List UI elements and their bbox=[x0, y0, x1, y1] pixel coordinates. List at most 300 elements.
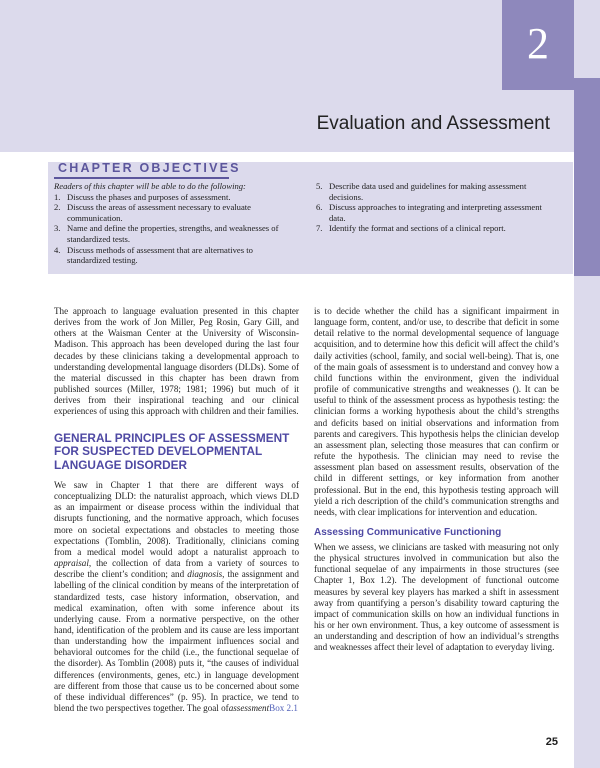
word: cause bbox=[211, 624, 232, 635]
word: been bbox=[229, 372, 247, 383]
word bbox=[218, 480, 226, 490]
objective-text: Discuss approaches to integrating and interpreting assessment data. bbox=[329, 202, 542, 223]
word: communication bbox=[352, 608, 409, 619]
word: key bbox=[450, 620, 464, 631]
word: plan, bbox=[369, 439, 388, 450]
word bbox=[66, 480, 74, 490]
word: and bbox=[285, 569, 299, 580]
word: and bbox=[545, 495, 559, 506]
word: more bbox=[54, 524, 73, 535]
word: the bbox=[547, 597, 560, 608]
word: a bbox=[208, 558, 213, 569]
word: saw bbox=[73, 479, 88, 490]
word: observations bbox=[426, 417, 473, 428]
word: and bbox=[380, 631, 394, 642]
word: the bbox=[547, 395, 560, 406]
text-run bbox=[314, 384, 559, 517]
word: and bbox=[285, 317, 299, 328]
word: approach bbox=[111, 339, 145, 350]
word: disrupts bbox=[54, 513, 83, 524]
word: than bbox=[54, 636, 70, 647]
word: published bbox=[54, 384, 90, 395]
word: tend bbox=[272, 691, 288, 702]
word: how bbox=[445, 608, 462, 619]
word: examination, bbox=[90, 602, 138, 613]
word: a bbox=[453, 306, 458, 316]
word: approach bbox=[254, 350, 288, 361]
word: the bbox=[139, 491, 151, 502]
word: functions bbox=[515, 608, 550, 619]
word: its bbox=[199, 624, 209, 635]
word: to bbox=[291, 546, 299, 557]
word bbox=[187, 603, 194, 613]
word: skills bbox=[411, 608, 431, 619]
word: presented bbox=[202, 306, 238, 316]
word: are bbox=[429, 541, 441, 552]
word: condition; bbox=[131, 569, 168, 580]
word: From bbox=[125, 613, 146, 624]
word: how bbox=[450, 631, 466, 642]
word: one bbox=[545, 350, 559, 361]
word: professional. bbox=[314, 484, 361, 495]
word: given bbox=[478, 372, 499, 383]
word: process bbox=[436, 395, 465, 406]
word: clinician bbox=[425, 451, 457, 462]
word: clinicians bbox=[122, 350, 158, 361]
word: child bbox=[314, 473, 333, 484]
word: rich bbox=[341, 495, 356, 506]
word: of bbox=[314, 361, 322, 372]
word: understand bbox=[450, 361, 491, 372]
word: we bbox=[257, 691, 268, 702]
word: within bbox=[200, 502, 224, 513]
text-run bbox=[54, 569, 299, 713]
word: has bbox=[211, 372, 224, 383]
word: those bbox=[481, 564, 501, 575]
word: for bbox=[424, 506, 436, 517]
word: development bbox=[252, 669, 300, 680]
word: is bbox=[552, 620, 559, 631]
word: the bbox=[105, 317, 117, 328]
word: to bbox=[445, 317, 454, 328]
word: this bbox=[254, 306, 268, 316]
word: different bbox=[351, 473, 383, 484]
word: naturalist bbox=[213, 546, 248, 557]
word: ( bbox=[512, 384, 516, 395]
word: a bbox=[443, 620, 448, 631]
word: Wisconsin-Madison. bbox=[54, 328, 299, 350]
word: clinician bbox=[496, 428, 528, 439]
word: assessment bbox=[393, 395, 435, 406]
word: useful bbox=[314, 395, 337, 406]
term-appraisal: appraisal bbox=[54, 558, 89, 569]
word: coming bbox=[271, 535, 299, 546]
word: by bbox=[178, 580, 188, 591]
word: approach, bbox=[206, 513, 243, 524]
word: (i.e., bbox=[183, 647, 200, 658]
subsection-paragraph bbox=[314, 542, 559, 654]
word: and bbox=[285, 636, 299, 647]
word: puts bbox=[178, 658, 195, 669]
word: the bbox=[264, 613, 276, 624]
word: intervention bbox=[437, 506, 482, 517]
word: daily bbox=[314, 350, 333, 361]
word: adaptation bbox=[445, 642, 484, 653]
word: needs, bbox=[314, 506, 337, 517]
word: measures bbox=[449, 439, 484, 450]
word: Jon bbox=[154, 317, 167, 328]
word: in bbox=[380, 484, 388, 495]
word: and bbox=[314, 417, 328, 428]
word: the bbox=[151, 513, 163, 524]
word: genes, bbox=[157, 669, 181, 680]
word: the bbox=[152, 636, 164, 647]
word: in bbox=[469, 564, 477, 575]
word: language bbox=[526, 328, 559, 339]
word: approach, bbox=[191, 491, 227, 502]
word: The bbox=[54, 306, 69, 316]
word: can bbox=[534, 384, 547, 395]
word: the bbox=[390, 484, 402, 495]
word: As bbox=[105, 658, 116, 669]
word: a bbox=[554, 361, 559, 372]
objectives-right-column bbox=[316, 181, 548, 234]
word: a bbox=[203, 546, 208, 557]
word: language bbox=[215, 669, 248, 680]
word: key bbox=[391, 586, 405, 597]
word: relative bbox=[337, 328, 365, 339]
word: information bbox=[458, 473, 502, 484]
word: outcome bbox=[527, 575, 559, 586]
word: the bbox=[483, 406, 495, 417]
word: problem bbox=[151, 624, 182, 635]
word: based bbox=[377, 462, 399, 473]
word: clear bbox=[357, 506, 376, 517]
word: expectations bbox=[125, 524, 171, 535]
word: of bbox=[291, 647, 300, 658]
word: hypothesis bbox=[439, 484, 478, 495]
word: Center bbox=[146, 328, 171, 339]
word: end, bbox=[404, 484, 420, 495]
word: about bbox=[262, 602, 283, 613]
word: the bbox=[147, 647, 159, 658]
chapter-number: 2 bbox=[527, 19, 549, 68]
word: in bbox=[551, 306, 559, 316]
word: concerned bbox=[216, 680, 254, 691]
word bbox=[106, 395, 114, 405]
word: which bbox=[245, 513, 269, 524]
word: When bbox=[314, 541, 336, 552]
word: child’s bbox=[498, 406, 523, 417]
word: teaching bbox=[192, 395, 223, 406]
word bbox=[184, 395, 192, 405]
word: practice, bbox=[222, 691, 254, 702]
word: the bbox=[410, 495, 423, 506]
word: the bbox=[96, 558, 108, 569]
word: weaknesses bbox=[466, 384, 509, 395]
word: has bbox=[437, 586, 450, 597]
word: which bbox=[230, 491, 253, 502]
word bbox=[103, 480, 111, 490]
word: how bbox=[131, 636, 148, 647]
word: in bbox=[242, 306, 250, 316]
word: to bbox=[440, 361, 448, 372]
objective-text: Discuss methods of assessment that are alternatives to standardized testing. bbox=[67, 244, 253, 266]
word: how bbox=[536, 361, 553, 372]
word: description bbox=[396, 631, 437, 642]
word: and bbox=[314, 642, 328, 653]
word bbox=[138, 603, 145, 613]
word: an bbox=[314, 439, 323, 450]
word: 1981; bbox=[186, 384, 207, 395]
word: the bbox=[407, 372, 419, 383]
word: of bbox=[379, 361, 388, 372]
word: assignment bbox=[241, 569, 283, 580]
word: causes bbox=[225, 658, 249, 669]
word: and bbox=[476, 417, 490, 428]
word: selecting bbox=[390, 439, 424, 450]
word: We bbox=[54, 479, 66, 490]
word: these bbox=[65, 691, 85, 702]
word: the bbox=[547, 553, 559, 564]
word: the bbox=[227, 569, 239, 580]
word: of bbox=[251, 658, 260, 669]
word: normal bbox=[392, 328, 419, 339]
word: a bbox=[334, 495, 339, 506]
word bbox=[131, 395, 139, 405]
word: and bbox=[171, 569, 185, 580]
body-column-left bbox=[54, 306, 299, 714]
objective-number: 5. bbox=[316, 181, 323, 191]
word: , bbox=[222, 569, 225, 580]
word: child’s bbox=[424, 495, 449, 506]
word: communicative bbox=[353, 384, 410, 395]
objective-text: Name and define the properties, strengths, and weaknesses of standardized tests. bbox=[67, 223, 279, 244]
word: from bbox=[54, 546, 72, 557]
word: activities bbox=[334, 350, 368, 361]
word: disease bbox=[137, 502, 165, 513]
word: caregivers. bbox=[358, 428, 399, 439]
word: from bbox=[281, 372, 299, 383]
word: Rosin, bbox=[216, 317, 240, 328]
word: some bbox=[279, 680, 299, 691]
word: a bbox=[482, 586, 487, 597]
word: of bbox=[291, 479, 299, 490]
word: from bbox=[336, 597, 355, 608]
word: the bbox=[323, 361, 336, 372]
word: a bbox=[150, 613, 155, 624]
word: cause. bbox=[98, 613, 121, 624]
word: normative bbox=[159, 613, 197, 624]
word: from bbox=[84, 317, 102, 328]
word: the bbox=[76, 703, 88, 714]
word: this bbox=[160, 372, 174, 383]
word: different bbox=[225, 479, 258, 490]
word: from bbox=[88, 395, 106, 406]
word: his bbox=[314, 620, 325, 631]
word: obstacles bbox=[194, 524, 228, 535]
word: assessment bbox=[314, 462, 355, 473]
word: a bbox=[374, 406, 379, 417]
word: sequelae bbox=[355, 564, 387, 575]
word: main bbox=[337, 361, 356, 372]
word: a bbox=[403, 597, 408, 608]
word: only bbox=[542, 541, 559, 552]
chapter-number-box bbox=[502, 0, 574, 90]
word: developmental bbox=[196, 350, 251, 361]
word: functional bbox=[485, 575, 523, 586]
word: also bbox=[528, 553, 544, 564]
word: person’s bbox=[410, 597, 441, 608]
word: approach bbox=[72, 306, 107, 316]
word: plan bbox=[358, 462, 375, 473]
word: different bbox=[67, 680, 100, 691]
word: differences” bbox=[129, 691, 174, 702]
word: helps bbox=[460, 428, 481, 439]
word: observation bbox=[489, 462, 533, 473]
objective-item bbox=[316, 223, 548, 234]
word: 1.2). bbox=[380, 575, 397, 586]
word bbox=[255, 603, 262, 613]
word: (p. bbox=[177, 691, 188, 702]
word: ways bbox=[264, 479, 284, 490]
word: University bbox=[202, 328, 242, 339]
word: clinicians bbox=[392, 541, 427, 552]
word: process bbox=[168, 502, 196, 513]
word: at bbox=[175, 328, 182, 339]
word: experiences bbox=[54, 406, 97, 417]
word: to bbox=[232, 524, 240, 535]
word: important bbox=[263, 624, 299, 635]
objective-item bbox=[316, 202, 548, 223]
word: understanding bbox=[54, 361, 106, 372]
word: implications bbox=[377, 506, 423, 517]
word: be bbox=[205, 680, 214, 691]
paragraph-continued bbox=[314, 306, 559, 518]
word: it, bbox=[196, 658, 205, 669]
word: the bbox=[521, 339, 533, 350]
word: four bbox=[283, 339, 299, 350]
word: deficits bbox=[331, 417, 359, 428]
word: some bbox=[539, 317, 559, 328]
word: been bbox=[163, 339, 182, 350]
word: strengths bbox=[526, 406, 559, 417]
word: the bbox=[482, 428, 494, 439]
word: within bbox=[378, 372, 402, 383]
word: disorders bbox=[199, 361, 233, 372]
word: for bbox=[133, 647, 145, 658]
word: but bbox=[238, 384, 251, 395]
word: yield bbox=[314, 495, 333, 506]
word: and bbox=[175, 524, 190, 535]
word: expectations bbox=[54, 535, 100, 546]
word: is bbox=[432, 361, 439, 372]
word: approach bbox=[146, 406, 180, 417]
word: the bbox=[186, 328, 198, 339]
word: testing bbox=[481, 484, 506, 495]
word: inspirational bbox=[138, 395, 185, 406]
word: this bbox=[422, 484, 437, 495]
word: naturalist bbox=[154, 491, 188, 502]
objective-item bbox=[54, 245, 286, 266]
word: tests, bbox=[106, 591, 125, 602]
word: of bbox=[99, 406, 107, 417]
word: language bbox=[314, 317, 347, 328]
word: assessment bbox=[389, 361, 431, 372]
word: of bbox=[291, 361, 300, 372]
word: profile bbox=[314, 384, 339, 395]
word: the bbox=[547, 462, 559, 473]
box-2-1-link[interactable]: Box 2.1 bbox=[269, 703, 298, 714]
word: derives bbox=[54, 317, 81, 328]
word: influences bbox=[216, 636, 254, 647]
word: that bbox=[159, 479, 174, 490]
word: strengths bbox=[526, 631, 559, 642]
word: that bbox=[285, 502, 300, 513]
word: it bbox=[293, 384, 299, 395]
word: about bbox=[459, 406, 480, 417]
word bbox=[164, 603, 171, 613]
word: in bbox=[530, 317, 538, 328]
word: That bbox=[515, 350, 533, 361]
word: describe bbox=[54, 569, 85, 580]
word: of bbox=[369, 395, 378, 406]
word: child bbox=[414, 306, 433, 316]
word: we bbox=[338, 541, 349, 552]
word: forms bbox=[349, 406, 371, 417]
word: to bbox=[291, 558, 300, 569]
section-paragraph-part-1 bbox=[54, 480, 299, 714]
word: But bbox=[363, 484, 377, 495]
word: think bbox=[348, 395, 368, 406]
word: interpretation bbox=[239, 580, 289, 591]
objective-number: 3. bbox=[54, 223, 61, 234]
word: client’s bbox=[101, 569, 128, 580]
word bbox=[173, 480, 181, 490]
word: settings, bbox=[389, 473, 420, 484]
word: functional bbox=[314, 564, 351, 575]
word: perspective, bbox=[201, 613, 246, 624]
word: on bbox=[77, 524, 88, 535]
word: medical bbox=[86, 546, 116, 557]
word: case bbox=[130, 591, 147, 602]
word: Some bbox=[268, 361, 289, 372]
word: social bbox=[259, 636, 281, 647]
word: convey bbox=[508, 361, 535, 372]
word: to bbox=[324, 306, 332, 316]
word: determine bbox=[383, 339, 420, 350]
side-chapter-tab bbox=[574, 78, 600, 276]
word: of bbox=[536, 462, 544, 473]
word: in bbox=[204, 669, 212, 680]
word: affect bbox=[498, 339, 519, 350]
word: to bbox=[195, 680, 203, 691]
word: in bbox=[95, 479, 103, 490]
word: quantifying bbox=[357, 597, 400, 608]
word: 1978; bbox=[160, 384, 181, 395]
word: Thus, bbox=[420, 620, 441, 631]
word: key bbox=[439, 473, 453, 484]
word: of bbox=[435, 642, 444, 653]
word: its bbox=[290, 602, 300, 613]
word: describe bbox=[455, 317, 486, 328]
word: understanding bbox=[75, 636, 127, 647]
word: (see bbox=[544, 564, 560, 575]
word: from bbox=[101, 680, 120, 691]
word: refute bbox=[314, 451, 336, 462]
word: education. bbox=[499, 506, 538, 517]
word: goals bbox=[358, 361, 378, 372]
